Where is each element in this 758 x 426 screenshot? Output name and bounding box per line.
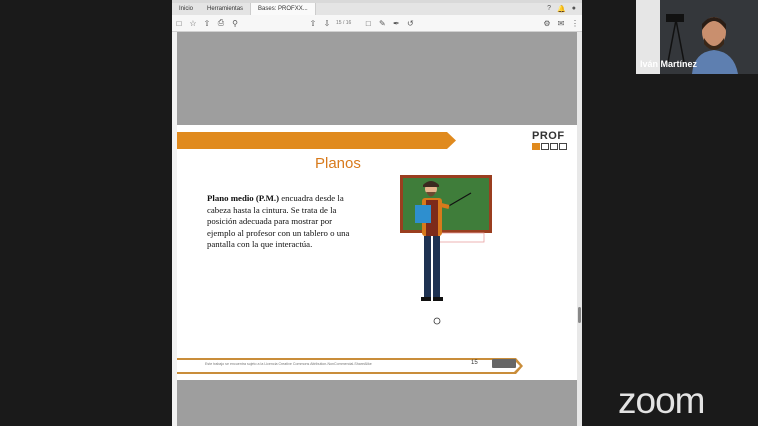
tab-bar: [172, 3, 582, 15]
tab-herramientas[interactable]: Herramientas: [207, 6, 244, 12]
participant-name: Iván Martínez: [640, 59, 698, 69]
upload-icon[interactable]: ⇧: [203, 18, 211, 28]
zoom-logo: zoom: [618, 380, 705, 421]
next-page-icon[interactable]: ⇩: [323, 18, 331, 28]
search-icon[interactable]: ⚲: [232, 18, 238, 28]
document-area[interactable]: [177, 32, 577, 426]
save-icon[interactable]: □: [176, 18, 182, 28]
license-text: Este trabajo se encuentra sujeto a la Licencia Creative Commons Attribution-NonCommercial-ShareAlike: [205, 362, 372, 366]
tab-inicio[interactable]: Inicio: [179, 6, 194, 12]
account-icon[interactable]: ●: [571, 5, 576, 12]
tools-icon[interactable]: ⚙: [543, 18, 551, 28]
creative-commons-badge: [492, 359, 516, 368]
page-indicator[interactable]: 15 / 16: [336, 20, 352, 26]
tab-document[interactable]: Bases: PROFXX...: [250, 3, 316, 15]
slide-decoration: [177, 125, 577, 380]
slide-page: [177, 125, 577, 380]
share-icon[interactable]: ↺: [406, 18, 414, 28]
prof-logo: PROF: [532, 130, 567, 150]
participant-video-tile[interactable]: [636, 0, 758, 74]
slide-body-bold: Plano medio (P.M.): [207, 193, 279, 203]
vertical-scrollbar[interactable]: [577, 32, 582, 426]
scrollbar-thumb[interactable]: [578, 307, 581, 323]
pdf-viewer-window: [172, 0, 582, 426]
more-icon[interactable]: ⋮: [571, 18, 579, 28]
help-icon[interactable]: ?: [547, 5, 552, 12]
teacher-illustration: [400, 175, 492, 301]
window-actions: [547, 5, 582, 13]
cursor-icon: [434, 318, 440, 324]
print-icon[interactable]: ⎙: [217, 18, 225, 27]
slide-body-rest: encuadra desde la cabeza hasta la cintura. Se trata de la posición adecuada para mostrar por ejemplo al profesor con un tablero o una pantalla con la que interactúa.: [207, 193, 350, 249]
viewer-toolbar: [172, 15, 582, 32]
slide-title: Planos: [315, 155, 361, 172]
header-arrow-bar: [177, 132, 456, 149]
comment-icon[interactable]: □: [365, 18, 371, 28]
bell-icon[interactable]: 🔔: [557, 6, 566, 13]
sign-icon[interactable]: ✒: [392, 18, 400, 28]
slide-page-number: 15: [471, 360, 478, 366]
bookmark-icon[interactable]: ☆: [189, 18, 197, 28]
pen-icon[interactable]: ✎: [378, 18, 386, 28]
prev-page-icon[interactable]: ⇧: [309, 18, 317, 28]
mail-icon[interactable]: ✉: [557, 18, 565, 28]
slide-body: [207, 193, 359, 251]
